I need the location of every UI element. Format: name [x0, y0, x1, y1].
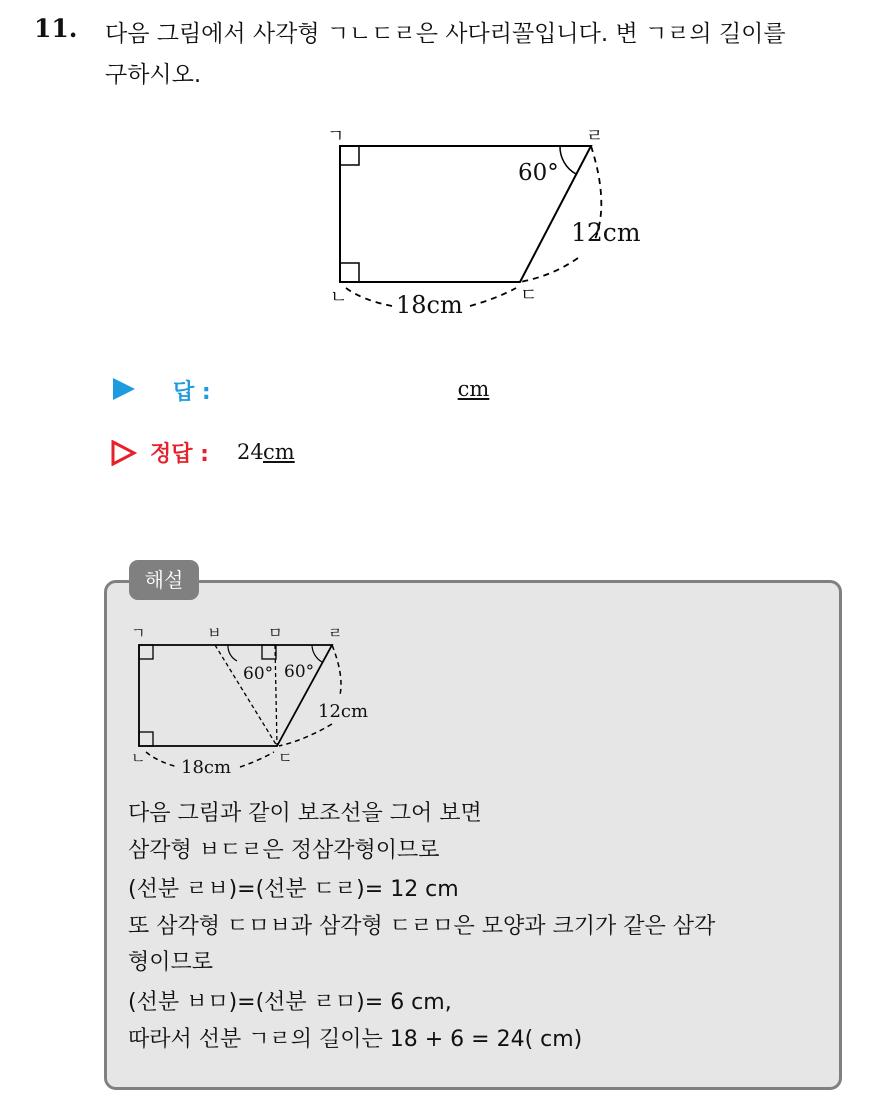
exp-vertex-label-b: ㅂ	[207, 624, 222, 642]
question-text-line1: 다음 그림에서 사각형 ㄱㄴㄷㄹ은 사다리꼴입니다. 변 ㄱㄹ의 길이를	[105, 21, 786, 47]
correct-answer-value: 24	[237, 440, 264, 464]
aux-line-m-d	[275, 645, 277, 746]
aux-line-b-d	[215, 645, 277, 746]
explanation-line-3: (선분 ㄹㅂ)=(선분 ㄷㄹ)= 12 cm	[128, 877, 459, 902]
exp-angle-label-2: 60°	[284, 662, 315, 682]
explanation-right-angle-m	[262, 645, 276, 659]
correct-answer-unit: cm	[263, 440, 295, 464]
explanation-line-2: 삼각형 ㅂㄷㄹ은 정삼각형이므로	[128, 838, 440, 863]
base-dashed-arc-left	[346, 288, 392, 306]
angle-label: 60°	[518, 160, 559, 186]
right-angle-mark-bottom	[340, 263, 359, 282]
question-text-line2: 구하시오.	[105, 62, 202, 88]
answer-label: 답 :	[173, 380, 211, 405]
explanation-right-angle-bottom	[139, 732, 153, 746]
vertex-label-d: ㄷ	[520, 285, 538, 306]
exp-base-length-label: 18cm	[181, 757, 232, 778]
explanation-line-1: 다음 그림과 같이 보조선을 그어 보면	[128, 801, 482, 826]
exp-vertex-label-d: ㄷ	[278, 749, 293, 767]
explanation-line-6: (선분 ㅂㅁ)=(선분 ㄹㅁ)= 6 cm,	[128, 990, 452, 1015]
explanation-angle-arc-1	[228, 645, 237, 661]
exp-vertex-label-n: ㄴ	[131, 749, 146, 767]
side-length-label: 12cm	[571, 218, 641, 247]
angle-arc	[560, 146, 576, 174]
vertex-label-n: ㄴ	[330, 287, 348, 308]
correct-answer-label: 정답 :	[150, 442, 209, 467]
right-angle-mark-top	[340, 146, 359, 165]
explanation-line-5: 형이므로	[128, 950, 214, 975]
explanation-base-arc-left	[146, 752, 178, 767]
outline-triangle-icon	[111, 440, 137, 470]
exp-vertex-label-m: ㅁ	[268, 624, 283, 642]
answer-unit[interactable]: cm	[457, 377, 490, 401]
explanation-right-angle-top	[139, 645, 153, 659]
exp-angle-label-1: 60°	[243, 664, 274, 684]
trapezoid-figure	[0, 0, 884, 340]
explanation-angle-arc-2	[312, 645, 322, 662]
vertex-label-r: ㄹ	[586, 126, 604, 147]
explanation-line-4: 또 삼각형 ㄷㅁㅂ과 삼각형 ㄷㄹㅁ은 모양과 크기가 같은 삼각	[128, 914, 716, 939]
explanation-line-7: 따라서 선분 ㄱㄹ의 길이는 18 + 6 = 24( cm)	[128, 1027, 583, 1052]
vertex-label-g: ㄱ	[327, 126, 345, 147]
base-length-label: 18cm	[396, 291, 463, 319]
explanation-side-arc-top	[332, 645, 341, 695]
explanation-tab: 해설	[129, 560, 199, 600]
exp-vertex-label-r: ㄹ	[328, 624, 343, 642]
explanation-base-arc-right	[240, 752, 274, 767]
play-triangle-icon	[112, 377, 136, 405]
question-number: 11.	[34, 14, 78, 43]
side-dashed-arc-bottom	[520, 258, 578, 282]
exp-vertex-label-g: ㄱ	[131, 624, 146, 642]
exp-side-length-label: 12cm	[318, 701, 369, 722]
base-dashed-arc-right	[470, 288, 516, 306]
